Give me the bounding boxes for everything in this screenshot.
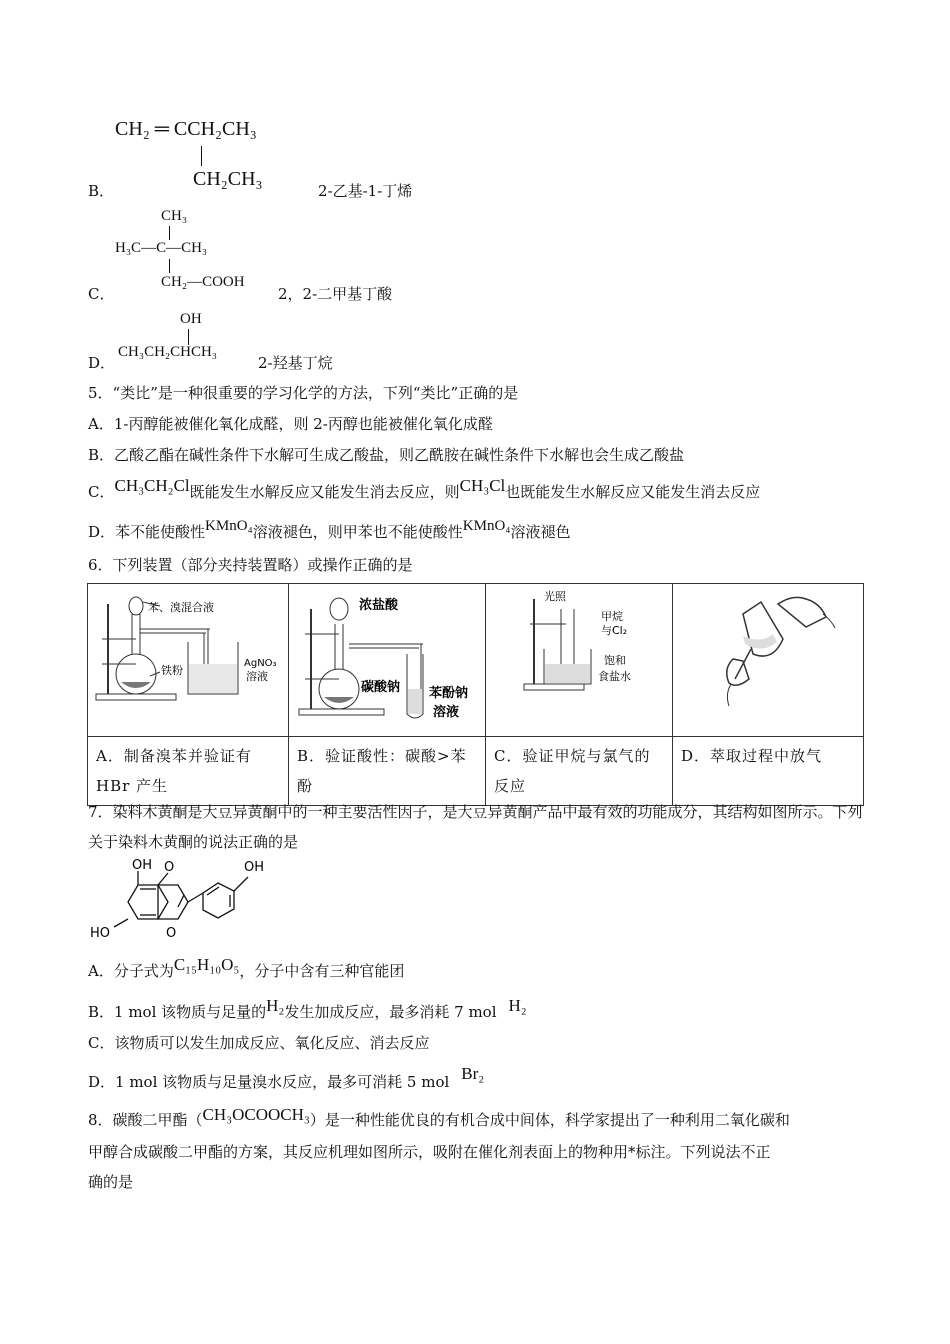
apparatus-b-label-3: 苯酚钠 (429, 686, 469, 701)
q5-c-formula-2: CH₃Cl (459, 476, 506, 495)
q5-d-formula-1: KMnO₄ (205, 518, 253, 534)
q7-stem: 7．染料木黄酮是大豆异黄酮中的一种主要活性因子，是大豆异黄酮产品中最有效的功能成分，其结构如图所示。下列关于染料木黄酮的说法正确的是 (88, 803, 863, 851)
q5-c-formula-1: CH₃CH₂Cl (114, 476, 190, 495)
apparatus-table (87, 583, 864, 806)
q8-l1-b: ）是一种性能优良的有机合成中间体，科学家提出了一种利用二氧化碳和 (309, 1111, 790, 1129)
structure-b-bottom: CH₂CH₃ (193, 168, 263, 190)
q8-line-3: 确的是 (88, 1173, 134, 1191)
apparatus-b-diagram (289, 584, 485, 732)
genistein-structure (88, 855, 288, 945)
structure-d-top: OH (180, 311, 202, 327)
apparatus-c-label-5: 食盐水 (598, 670, 631, 683)
option-d-name: 2-羟基丁烷 (258, 354, 333, 372)
option-c-name: 2，2-二甲基丁酸 (278, 285, 393, 303)
q5-c-mid: 既能发生水解反应又能发生消去反应，则 (189, 483, 460, 501)
apparatus-d-diagram (673, 584, 859, 732)
q7-option-d (88, 1064, 485, 1092)
apparatus-a-diagram (88, 584, 288, 732)
structure-c-top: CH₃ (161, 208, 188, 224)
caption-b: B．验证酸性：碳酸>苯酚 (289, 737, 486, 806)
apparatus-a-label-2: 铁粉 (161, 664, 183, 677)
q7-b-formula-1: H₂ (266, 996, 285, 1015)
structure-d (118, 311, 248, 366)
structure-d-bond (188, 329, 189, 345)
apparatus-d-cell (673, 584, 864, 737)
structure-c-mid: H₃C—C—CH₃ (115, 240, 208, 256)
q8-l1-a: 8．碳酸二甲酯（ (88, 1111, 203, 1129)
q7-a-label: A．分子式为 (88, 962, 174, 980)
q7-option-c: C．该物质可以发生加成反应、氧化反应、消去反应 (88, 1034, 430, 1052)
q8-line-2: 甲醇合成碳酸二甲酯的方案，其反应机理如图所示，吸附在催化剂表面上的物种用*标注。下列说法不正 (88, 1143, 771, 1161)
q8-line-1 (88, 1105, 790, 1130)
apparatus-a-label-4: 溶液 (246, 670, 268, 683)
q5-option-d (88, 518, 571, 543)
q7-b-label: B．1 mol 该物质与足量的 (88, 1003, 267, 1021)
q7-b-formula-2: H₂ (508, 996, 527, 1015)
q5-stem: 5．“类比”是一种很重要的学习化学的方法，下列“类比”正确的是 (88, 384, 519, 402)
option-c-label: C． (88, 285, 115, 303)
q7-option-b (88, 996, 527, 1022)
apparatus-c-label-1: 光照 (544, 590, 566, 603)
q6-stem: 6．下列装置（部分夹持装置略）或操作正确的是 (88, 556, 413, 574)
apparatus-a-label-1: 苯、溴混合液 (148, 601, 214, 614)
mol-carbonyl-o: O (164, 860, 175, 875)
mol-ho-left: HO (90, 926, 111, 941)
q5-c-end: 也既能发生水解反应又能发生消去反应 (505, 483, 761, 501)
apparatus-b-label-2: 碳酸钠 (361, 680, 401, 695)
q5-c-label: C． (88, 483, 115, 501)
apparatus-b-cell (289, 584, 486, 737)
q5-d-label: D．苯不能使酸性 (88, 523, 206, 541)
apparatus-c-cell (486, 584, 673, 737)
structure-c-bond-2 (169, 259, 170, 273)
q5-d-mid: 溶液褪色，则甲苯也不能使酸性 (252, 523, 463, 541)
apparatus-c-diagram (486, 584, 672, 732)
mol-ring-o: O (166, 926, 177, 941)
q5-option-a: A．1-丙醇能被催化氧化成醛，则 2-丙醇也能被催化氧化成醛 (88, 415, 493, 433)
structure-c-bottom: CH₂—COOH (161, 274, 245, 290)
q5-d-end: 溶液褪色 (510, 523, 571, 541)
q5-option-b: B．乙酸乙酯在碱性条件下水解可生成乙酸盐，则乙酰胺在碱性条件下水解也会生成乙酸盐 (88, 446, 685, 464)
q8-formula: CH₃OCOOCH₃ (202, 1105, 310, 1124)
q7-b-mid: 发生加成反应，最多消耗 7 mol (284, 1003, 497, 1021)
structure-b-top: CH₂ ═ CCH₂CH₃ (115, 118, 257, 140)
caption-c: C．验证甲烷与氯气的反应 (486, 737, 673, 806)
apparatus-b-label-4: 溶液 (433, 705, 460, 720)
apparatus-a-cell (88, 584, 289, 737)
apparatus-c-label-3: 与Cl₂ (601, 624, 628, 637)
q7-d-formula: Br₂ (461, 1064, 485, 1083)
structure-b (115, 118, 305, 193)
structure-b-bond (201, 146, 202, 166)
q7-a-formula: C₁₅H₁₀O₅ (173, 955, 240, 974)
q5-option-c (88, 476, 761, 502)
structure-c-bond-1 (169, 226, 170, 240)
option-b-label: B． (88, 182, 115, 200)
mol-oh-top: OH (132, 858, 153, 873)
apparatus-a-label-3: AgNO₃ (244, 658, 277, 669)
apparatus-c-label-2: 甲烷 (601, 610, 623, 623)
apparatus-b-label-1: 浓盐酸 (359, 598, 399, 613)
option-b-name: 2-乙基-1-丁烯 (318, 182, 413, 200)
option-d-label: D． (88, 354, 116, 372)
caption-d: D．萃取过程中放气 (673, 737, 864, 806)
q7-option-a (88, 955, 405, 981)
mol-oh-right: OH (244, 860, 265, 875)
structure-d-bottom: CH₃CH₂CHCH₃ (118, 344, 218, 360)
q7-d-label: D．1 mol 该物质与足量溴水反应，最多可消耗 5 mol (88, 1073, 450, 1091)
structure-c (115, 208, 275, 298)
caption-a: A．制备溴苯并验证有HBr 产生 (88, 737, 289, 806)
q7-a-end: ，分子中含有三种官能团 (239, 962, 405, 980)
apparatus-c-label-4: 饱和 (604, 654, 626, 667)
q5-d-formula-2: KMnO₄ (462, 518, 511, 534)
